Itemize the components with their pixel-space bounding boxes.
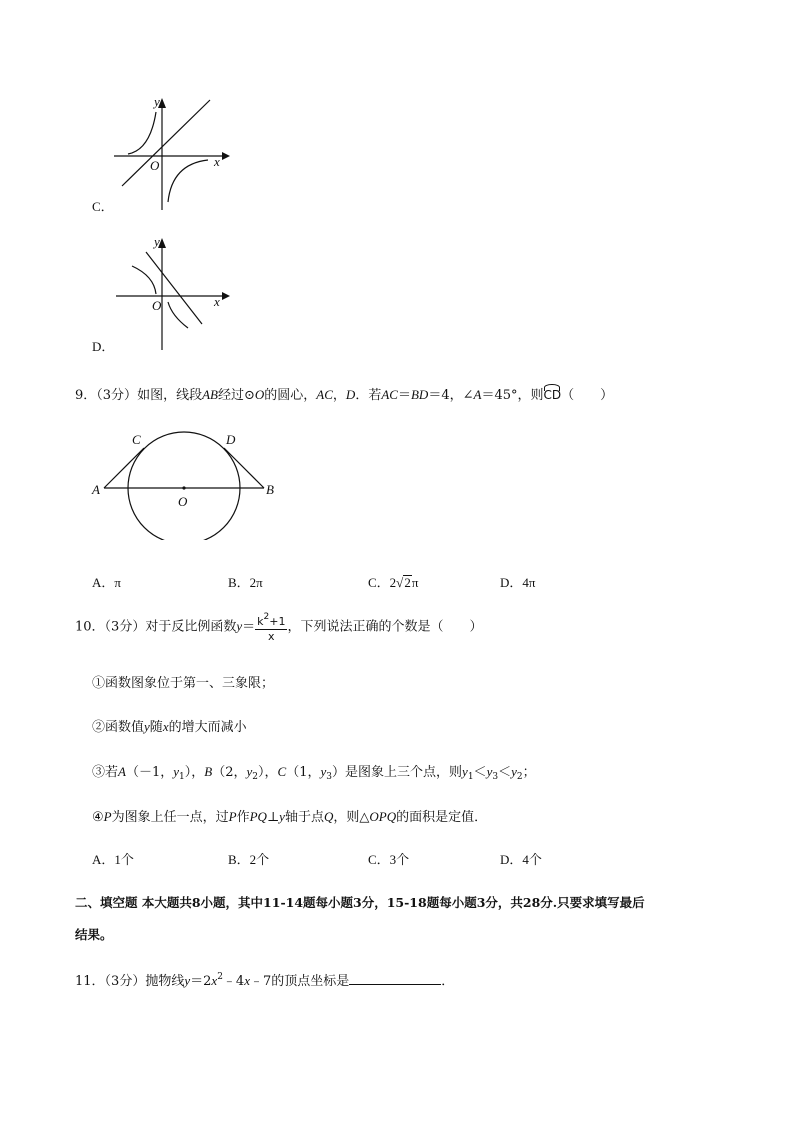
q9-label-o: O (178, 494, 188, 509)
q10-number: 10． (75, 619, 105, 635)
q9-text-d: ．若 (355, 388, 382, 403)
q9-number: 9． (75, 388, 97, 403)
q10-s3-point-b: B (204, 764, 213, 779)
q10-option-a-label: A． (92, 852, 115, 867)
q9-option-d-value: 4π (522, 575, 536, 590)
q10-option-d-label: D． (500, 852, 523, 867)
q10-s3-r1-sub: 1 (467, 772, 474, 782)
q10-y: y (236, 618, 243, 634)
graph-d-hyperbola-lower (168, 302, 188, 328)
q9-option-c-radicand: 2 (404, 575, 411, 590)
q10-s3-e: ）， (258, 765, 278, 780)
q9-arc-cd: CD (543, 388, 562, 402)
q10-s3-r3-sub: 2 (516, 772, 523, 782)
q10-option-a-value: 1个 (114, 852, 134, 867)
q10-s4-d: ⊥ (266, 810, 280, 825)
graph-c-y-label: y (154, 94, 160, 109)
q10-text-a: 对于反比例函数 (145, 619, 237, 635)
q9-segment-bd (224, 448, 264, 488)
q11-tail: ﹣7的顶点坐标是 (249, 974, 350, 989)
q10-s3-y3: y (320, 764, 327, 779)
q11-number: 11． (75, 974, 105, 989)
graph-d-x-arrow (222, 292, 230, 300)
q10-s3-lt1: ＜ (473, 765, 487, 780)
q9-figure (88, 424, 288, 540)
section-2-heading-line2: 结果。 (75, 927, 113, 942)
q10-option-b-label: B． (228, 852, 250, 867)
q10-option-c (368, 849, 409, 868)
q9-ab: AB (202, 387, 218, 402)
q10-s3-r2-sub: 3 (492, 772, 499, 782)
q10-s3-y1: y (173, 764, 180, 779)
q10-s2-a: ②函数值 (92, 720, 145, 735)
q9-bd: BD (410, 387, 429, 402)
q10-s2-b: 随 (149, 720, 163, 735)
q10-s3-g: ）是图象上三个点，则 (332, 765, 463, 780)
q9-text-a: 如图，线段 (137, 388, 203, 403)
q10-denominator: x (268, 630, 275, 643)
graph-d-svg (110, 232, 235, 354)
graph-d-y-label: y (154, 234, 160, 249)
q10-fraction (255, 610, 287, 644)
q10-s3-f: （1， (286, 765, 321, 780)
graph-c-origin-label: O (150, 158, 160, 173)
q10-s3-point-c: C (277, 764, 287, 779)
q10-option-b-value: 2个 (249, 852, 270, 867)
q10-option-c-label: C． (368, 852, 390, 867)
q10-s4-b: 为图象上任一点，过 (111, 810, 229, 825)
q10-s3-r1: y (462, 764, 468, 779)
q10-s3-y1-sub: 1 (179, 772, 185, 782)
q9-label-a: A (92, 482, 100, 497)
q9-center-dot (182, 486, 185, 489)
graph-c-hyperbola-upper (128, 112, 156, 154)
q9-option-c-coef: 2 (389, 575, 397, 590)
q9-option-a-label: A． (92, 575, 115, 590)
q9-a: A (473, 387, 482, 402)
q10-option-b (228, 849, 269, 868)
q10-s3-r2: y (486, 764, 493, 779)
q10-s4-p: P (103, 809, 112, 824)
q10-s4-opq: OPQ (369, 809, 397, 824)
q10-s3-d: （2， (212, 765, 247, 780)
q9-label-b: B (266, 482, 274, 497)
q9-text-b: 经过⊙ (217, 388, 255, 403)
q10-numerator (255, 610, 287, 630)
graph-c-line (122, 100, 210, 186)
q9-figure-svg (88, 424, 288, 540)
q9-val: ＝4，∠ (428, 388, 474, 403)
q10-s3-lt2: ＜ (498, 765, 512, 780)
q10-num-k: k (257, 615, 264, 628)
q9-ac: AC (381, 387, 398, 402)
q10-s4-pq: PQ (249, 809, 267, 824)
q9-label-c: C (132, 432, 141, 447)
graph-d-x-label: x (214, 294, 220, 309)
q9-option-a (92, 572, 121, 591)
question-10 (75, 610, 482, 644)
question-11 (75, 970, 454, 989)
q9-option-b-label: B． (228, 575, 250, 590)
q9-option-d-label: D． (500, 575, 523, 590)
q11-eq: ＝2 (190, 974, 212, 989)
q9-sep: ， (332, 388, 346, 403)
q10-s3-y2-sub: 2 (252, 772, 259, 782)
q10-s3-point-a: A (118, 764, 126, 779)
q9-option-c-sqrt-sign: √ (396, 575, 404, 590)
q9-option-c-pi: π (411, 575, 419, 590)
q11-score: （3分） (104, 974, 146, 989)
q10-score: （3分） (104, 619, 146, 635)
graph-d-origin-label: O (152, 298, 162, 313)
q10-s2-x: x (162, 719, 169, 734)
q9-option-b-value: 2π (249, 575, 263, 590)
q10-s3-r3: y (511, 764, 517, 779)
q10-s4-q: Q (323, 809, 334, 824)
q10-s3-end: ； (522, 765, 536, 780)
q9-option-a-value: π (114, 575, 121, 590)
q10-s3-c: ）， (184, 765, 205, 780)
q10-statement-4 (92, 806, 487, 825)
q9-option-c-label: C． (368, 575, 390, 590)
question-9 (75, 384, 613, 403)
q10-option-a (92, 849, 134, 868)
q10-s4-c: 作 (236, 810, 250, 825)
q10-s4-y: y (279, 809, 285, 824)
graph-c-hyperbola-lower (168, 160, 208, 202)
q10-s3-y2: y (246, 764, 253, 779)
q10-num-sup: 2 (263, 612, 270, 622)
q10-s3-y3-sub: 3 (326, 772, 333, 782)
q10-option-c-value: 3个 (389, 852, 410, 867)
q9-segment-ac (104, 448, 144, 488)
q9-label-d: D (226, 432, 236, 447)
q10-eq: ＝ (242, 619, 256, 635)
q10-s2-y: y (144, 719, 150, 734)
q10-statement-1: ①函数图象位于第一、三象限； (92, 676, 275, 691)
q10-num-tail: +1 (269, 615, 286, 628)
q10-s2-c: 的增大而减小 (168, 720, 247, 735)
q10-s4-a: ④ (92, 810, 104, 825)
q9-eq: ＝ (397, 388, 411, 403)
q10-text-b: ，下列说法正确的个数是（ ） (287, 619, 483, 635)
section-2-heading-line1: 二、填空题 本大题共8小题，其中11-14题每小题3分，15-18题每小题3分，共28分.只要求填写最后 (75, 895, 645, 910)
q9-circle (128, 432, 240, 540)
graph-c-x-arrow (222, 152, 230, 160)
q11-x2: x (244, 973, 250, 988)
q9-option-b (228, 572, 263, 591)
q10-s3-b: （－1， (125, 765, 174, 780)
graph-d-hyperbola-upper (132, 266, 156, 294)
q9-paren: （ ） (561, 388, 614, 403)
q9-score: （3分） (96, 388, 138, 403)
q11-end: ． (441, 974, 455, 989)
graph-c-x-label: x (214, 154, 220, 169)
q10-s4-e: 轴于点 (284, 810, 324, 825)
graph-option-c (110, 92, 235, 214)
q9-option-d (500, 572, 535, 591)
graph-option-d (110, 232, 235, 354)
q9-text-c: 的圆心， (264, 388, 317, 403)
q11-answer-blank[interactable] (349, 972, 441, 985)
q9-d: D (345, 387, 356, 402)
graph-c-svg (110, 92, 235, 214)
q10-s3-a: ③若 (92, 765, 119, 780)
q11-y: y (184, 973, 191, 988)
q11-mid: ﹣4 (222, 974, 245, 989)
q11-sup: 2 (217, 972, 223, 982)
q10-option-d (500, 849, 542, 868)
option-d-label: D． (92, 339, 115, 354)
q10-s4-f: ，则△ (333, 810, 370, 825)
q9-angle: ＝45°，则 (481, 388, 544, 403)
q10-s4-p2: P (228, 809, 237, 824)
q9-option-c (368, 572, 418, 591)
q11-text-a: 抛物线 (145, 974, 185, 989)
q10-statement-2 (92, 716, 247, 735)
option-c-label: C． (92, 199, 114, 214)
q9-o: O (254, 387, 265, 402)
q9-ac-first: AC (316, 387, 333, 402)
q10-option-d-value: 4个 (522, 852, 542, 867)
q10-statement-3 (92, 761, 536, 782)
q11-x1: x (211, 973, 218, 988)
q10-s4-g: 的面积是定值． (396, 810, 488, 825)
